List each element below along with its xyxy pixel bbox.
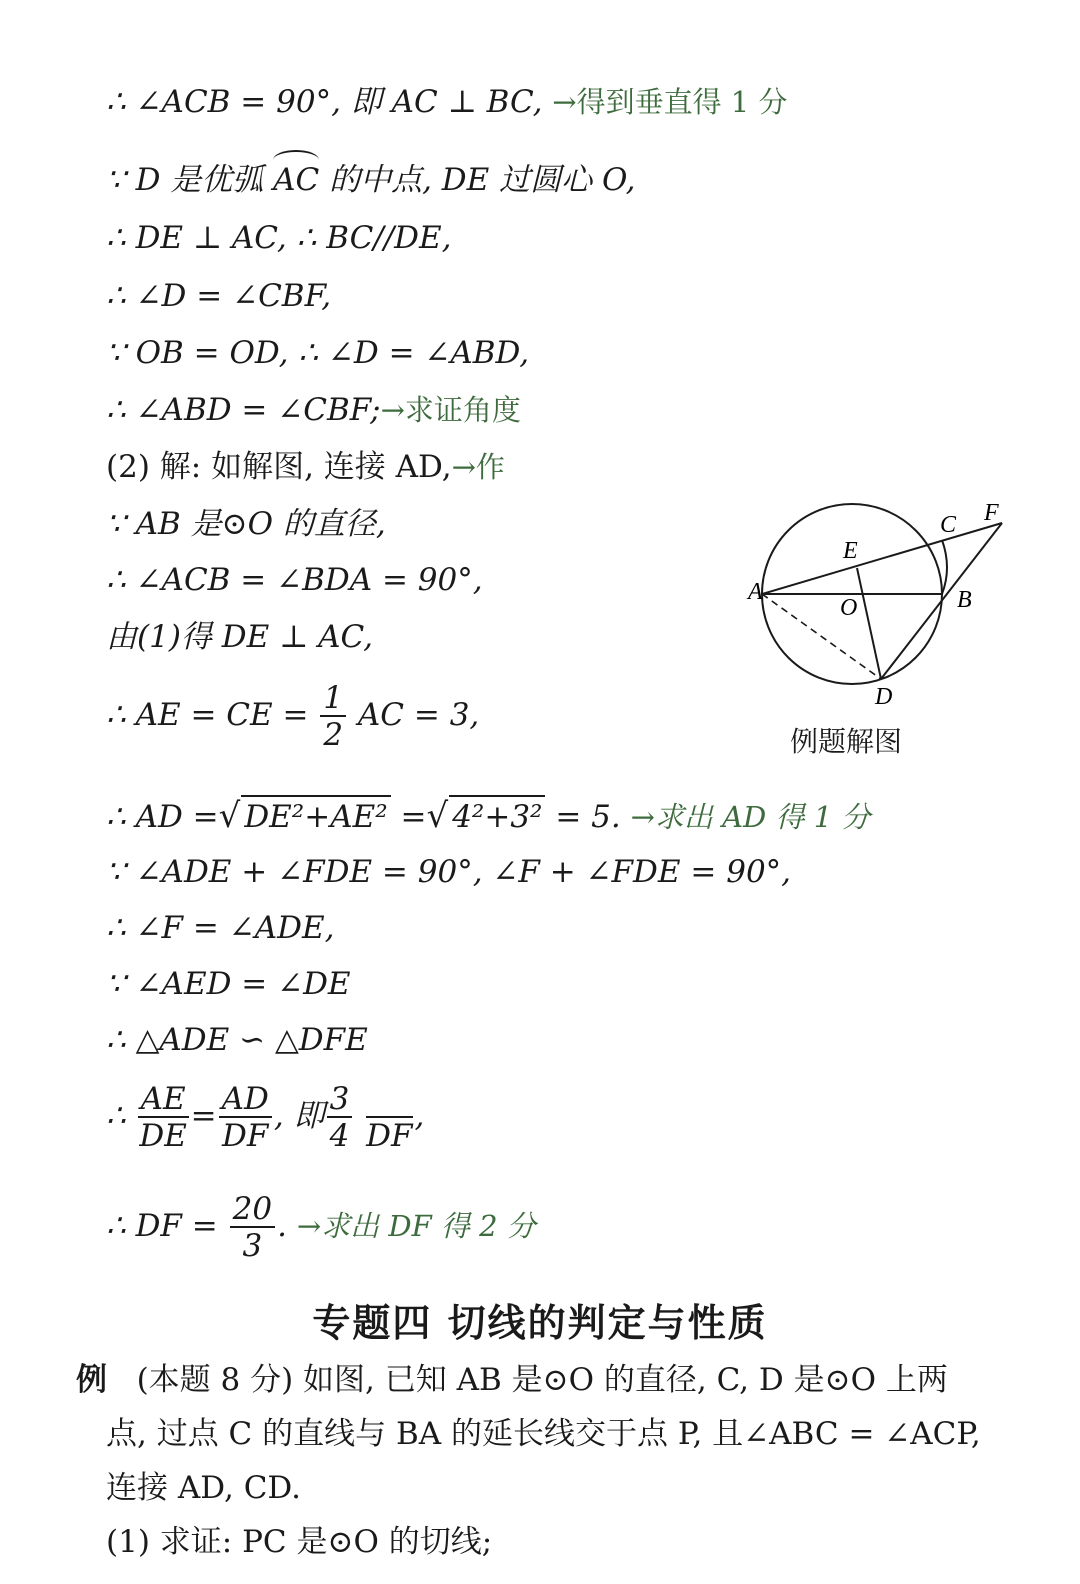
scoring-note: →作 bbox=[451, 450, 505, 484]
solution-line: ∵ ∠AED = ∠DE bbox=[106, 966, 351, 1002]
solution-line: ∴ ∠ABD = ∠CBF;→求证角度 bbox=[106, 392, 521, 428]
solution-line: ∵ D 是优弧 AC 的中点, DE 过圆心 O, bbox=[106, 162, 636, 198]
scoring-note: →求出 DF 得 2 分 bbox=[296, 1209, 536, 1243]
geometry-figure bbox=[740, 490, 1030, 715]
dashed-ad bbox=[762, 594, 881, 679]
solution-line: ∴ △ADE ∽ △DFE bbox=[106, 1022, 368, 1058]
solution-line: ∴ $\frac{AE}{DE}$ = $\frac{AD}{DF}$ , 即 $\frac{3}{4}$ DF , bbox=[106, 1080, 425, 1154]
line-af bbox=[762, 523, 1002, 594]
segment-cb bbox=[942, 540, 947, 594]
example-label: 例 bbox=[76, 1362, 107, 1398]
solution-line: ∵ AB 是⊙O 的直径, bbox=[106, 506, 386, 542]
label-f: F bbox=[984, 500, 999, 526]
square-root: 4²+3² bbox=[449, 795, 545, 837]
fraction: $\frac{1}{2}$ bbox=[320, 681, 346, 753]
label-e: E bbox=[843, 538, 858, 564]
solution-line: 由(1)得 DE ⊥ AC, bbox=[106, 619, 373, 655]
solution-line: ∴ ∠ACB = ∠BDA = 90°, bbox=[106, 562, 483, 598]
solution-line: ∴ ∠D = ∠CBF, bbox=[106, 278, 332, 314]
fraction: $\frac{AD}{DF}$ bbox=[219, 1082, 272, 1154]
square-root: DE²+AE² bbox=[241, 795, 390, 837]
example-line: 点, 过点 C 的直线与 BA 的延长线交于点 P, 且∠ABC = ∠ACP, bbox=[106, 1416, 981, 1452]
solution-line: ∴ AD =√ DE²+AE² =√ 4²+3² = 5. →求出 AD 得 1 分 bbox=[106, 796, 871, 836]
solution-line: ∴ ∠F = ∠ADE, bbox=[106, 910, 335, 946]
example-line: 连接 AD, CD. bbox=[106, 1470, 302, 1506]
solution-line: ∴ ∠ACB = 90°, 即 AC ⊥ BC, →得到垂直得 1 分 bbox=[106, 84, 788, 120]
label-b: B bbox=[957, 587, 972, 613]
fraction: $\frac{AE}{DE}$ bbox=[139, 1080, 187, 1154]
figure-caption: 例题解图 bbox=[790, 725, 903, 758]
scoring-note: →得到垂直得 1 分 bbox=[552, 85, 788, 119]
label-a: A bbox=[748, 579, 763, 605]
label-c: C bbox=[940, 512, 957, 538]
fraction: $\frac{3}{4}$ bbox=[327, 1082, 353, 1154]
solution-line: ∴ DE ⊥ AC, ∴ BC//DE, bbox=[106, 220, 452, 256]
solution-line: ∴ DF = $\frac{20}{3}$ . →求出 DF 得 2 分 bbox=[106, 1190, 536, 1264]
solution-line: ∵ OB = OD, ∴ ∠D = ∠ABD, bbox=[106, 335, 530, 371]
line-ed bbox=[857, 568, 881, 679]
section-title: 专题四 切线的判定与性质 bbox=[312, 1301, 768, 1345]
solution-line: ∴ AE = CE = $\frac{1}{2}$ AC = 3, bbox=[106, 679, 480, 753]
scoring-note: →求证角度 bbox=[380, 393, 521, 427]
example-line: (1) 求证: PC 是⊙O 的切线; bbox=[106, 1524, 493, 1560]
label-d: D bbox=[875, 684, 893, 710]
scoring-note: →求出 AD 得 1 分 bbox=[630, 800, 871, 834]
solution-line: ∵ ∠ADE + ∠FDE = 90°, ∠F + ∠FDE = 90°, bbox=[106, 854, 792, 890]
circle-diagram bbox=[740, 490, 1030, 719]
fraction: DF bbox=[366, 1082, 412, 1154]
arc-ac: AC bbox=[273, 162, 320, 198]
label-o: O bbox=[840, 595, 858, 621]
example-line: 例 (本题 8 分) 如图, 已知 AB 是⊙O 的直径, C, D 是⊙O 上两 bbox=[76, 1362, 948, 1398]
solution-line: (2) 解: 如解图, 连接 AD,→作 bbox=[106, 449, 505, 485]
fraction: $\frac{20}{3}$ bbox=[230, 1192, 275, 1264]
line-fd bbox=[881, 523, 1002, 679]
